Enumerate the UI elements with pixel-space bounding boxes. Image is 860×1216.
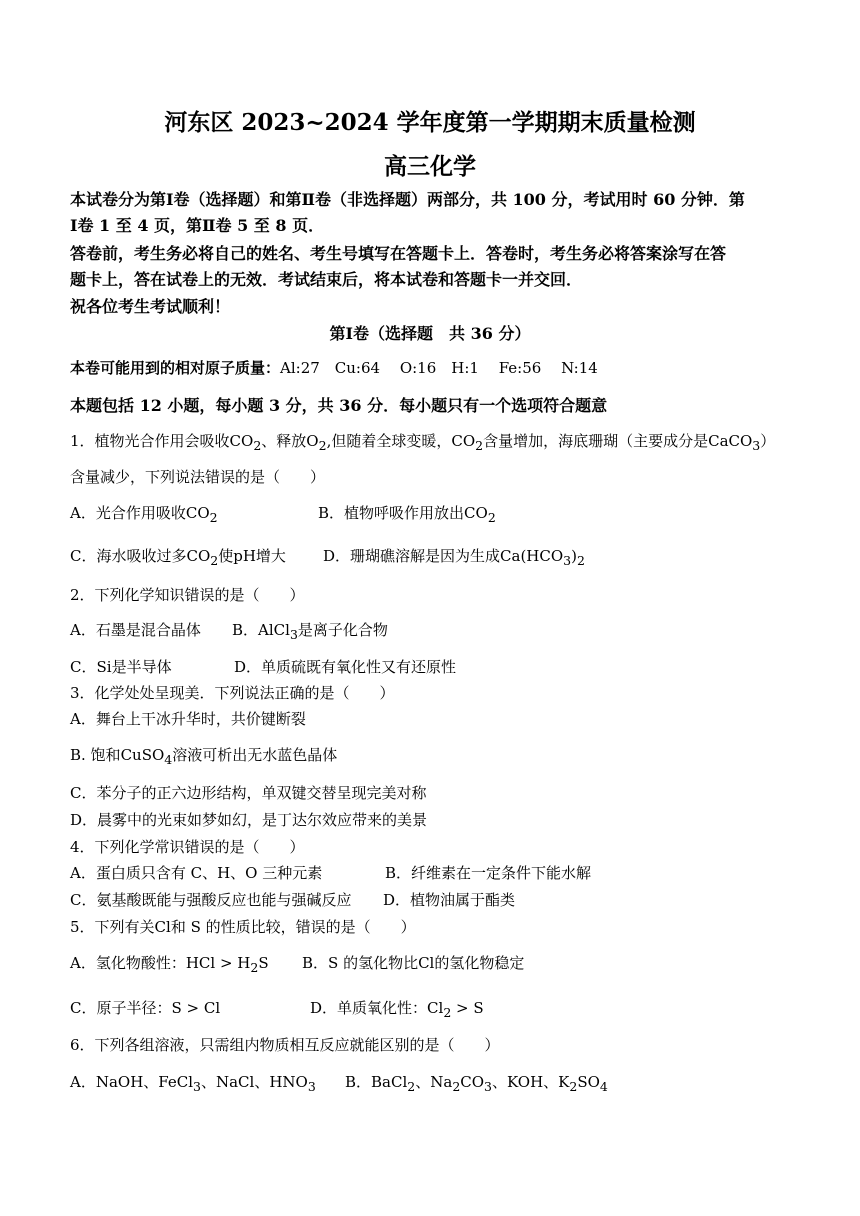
formula-group-b: BaCl$_2$、$Na_2CO_3$、KOH、$K_2SO_4$: [371, 1073, 608, 1094]
q1-option-c: [70, 546, 286, 571]
section-instructions: 本题包括 12 小题，每小题 3 分，共 36 分．每小题只有一个选项符合题意: [70, 396, 608, 415]
q1-stem-part: 、释放: [261, 432, 307, 450]
formula-co2: $CO_2$: [451, 432, 484, 453]
q5-option-b-text: B．S 的氢化物比: [302, 954, 419, 972]
formula-ca-hco3-2: $Ca(HCO_3)_2$: [500, 547, 585, 568]
q1-option-b-text: B．植物呼吸作用放出: [318, 504, 465, 522]
q2-option-b: [232, 620, 388, 645]
q5-option-d-text: D．单质氧化性：: [310, 999, 428, 1017]
q1-option-d-text: D．珊瑚礁溶解是因为生成: [323, 547, 501, 565]
atomic-mass-line: [70, 358, 598, 378]
q1-option-a-text: A．光合作用吸收: [70, 504, 186, 522]
q1-stem-part: 含量增加，海底珊瑚（主要成分是: [483, 432, 709, 450]
formula-si: Si: [96, 658, 112, 676]
q5-option-b: [302, 953, 524, 973]
q1-option-c-text: 增大: [255, 547, 286, 565]
exam-title: 河东区 2023~2024 学年度第一学期期末质量检测: [164, 109, 696, 136]
intro-line-2: Ⅰ卷 1 至 4 页，第Ⅱ卷 5 至 8 页．: [70, 216, 325, 235]
q3-option-d: D．晨雾中的光束如梦如幻，是丁达尔效应带来的美景: [70, 811, 428, 829]
formula-cuso4: CuSO$_4$: [120, 746, 173, 767]
q4-option-b: B．纤维素在一定条件下能水解: [385, 864, 592, 882]
q5-option-c-text: C．原子半径：: [70, 999, 172, 1017]
q4-stem: 4．下列化学常识错误的是（ ）: [70, 838, 305, 856]
q5-option-b-text: 的氢化物稳定: [434, 954, 525, 972]
q1-option-b: [318, 503, 496, 528]
q2-option-b-text: 是离子化合物: [297, 621, 388, 639]
intro-line-3: 答卷前，考生务必将自己的姓名、考生号填写在答题卡上．答卷时，考生务必将答案涂写在答: [70, 244, 727, 263]
q2-option-c: [70, 657, 172, 677]
intro-line-5: 祝各位考生考试顺利！: [70, 297, 231, 316]
q5-option-d: [310, 998, 484, 1023]
q6-option-a: [70, 1072, 316, 1097]
q2-option-c-text: C．: [70, 658, 97, 676]
formula-s-gt-cl: S > Cl: [171, 999, 221, 1017]
q1-stem-part: 1．植物光合作用会吸收: [70, 432, 230, 450]
q4-option-d: D．植物油属于酯类: [383, 891, 516, 909]
q1-stem-part: ）: [760, 432, 776, 450]
q2-option-d: D．单质硫既有氧化性又有还原性: [234, 658, 457, 676]
q4-option-c: C．氨基酸既能与强酸反应也能与强碱反应: [70, 891, 352, 909]
q5-option-c: [70, 998, 220, 1018]
q1-stem-part: ,但随着全球变暖，: [326, 432, 452, 450]
atomic-mass-label: 本卷可能用到的相对原子质量：: [70, 359, 281, 377]
atomic-mass-values: Al:27 Cu:64 O:16 H:1 Fe:56 N:14: [280, 359, 598, 377]
q5-option-a-text: A．氢化物酸性：: [70, 954, 186, 972]
q5-stem-text: 5．下列有关: [70, 918, 155, 936]
formula-co2: $CO_2$: [229, 432, 262, 453]
q6-option-a-text: A．: [70, 1073, 96, 1091]
q1-stem: [70, 431, 775, 456]
formula-hcl-gt-h2s: HCl > $H_2S$: [185, 954, 269, 975]
q3-option-c: C．苯分子的正六边形结构，单双键交替呈现完美对称: [70, 784, 427, 802]
formula-ph: pH: [233, 547, 256, 565]
formula-cl: Cl: [418, 954, 435, 972]
q5-stem-text: 和 S 的性质比较，错误的是（ ）: [170, 918, 416, 936]
q5-stem: [70, 917, 416, 937]
q1-option-d: [323, 546, 585, 571]
formula-co2: $CO_2$: [186, 547, 219, 568]
q3-stem: 3．化学处处呈现美．下列说法正确的是（ ）: [70, 684, 395, 702]
section-heading: 第Ⅰ卷（选择题 共 36 分）: [329, 324, 531, 343]
q1-option-a: [70, 503, 218, 528]
formula-caco3: CaCO$_3$: [708, 432, 761, 453]
formula-cl2-gt-s: $Cl_2 > S$: [427, 999, 484, 1020]
q6-option-b: [345, 1072, 608, 1097]
q1-option-c-text: C．海水吸收过多: [70, 547, 187, 565]
q6-option-b-text: B．: [345, 1073, 372, 1091]
q3-option-b-text: 溶液可析出无水蓝色晶体: [172, 746, 338, 764]
formula-alcl3: AlCl$_3$: [258, 621, 298, 642]
q1-stem-line2: 含量减少，下列说法错误的是（ ）: [70, 468, 326, 486]
intro-line-1: 本试卷分为第Ⅰ卷（选择题）和第Ⅱ卷（非选择题）两部分，共 100 分，考试用时 60 分钟．第: [70, 190, 745, 209]
exam-subject: 高三化学: [384, 153, 476, 180]
q4-option-a: A．蛋白质只含有 C、H、O 三种元素: [70, 864, 323, 882]
q5-option-a: [70, 953, 269, 978]
q2-option-b-text: B．: [232, 621, 259, 639]
q1-option-c-text: 使: [218, 547, 234, 565]
formula-group-a: NaOH、FeCl$_3$、NaCl、$HNO_3$: [95, 1073, 316, 1094]
q2-stem: 2．下列化学知识错误的是（ ）: [70, 586, 305, 604]
q2-option-a: A．石墨是混合晶体: [70, 621, 201, 639]
q3-option-b-text: B. 饱和: [70, 746, 121, 764]
formula-co2: $CO_2$: [185, 504, 218, 525]
q3-option-a: A．舞台上干冰升华时，共价键断裂: [70, 710, 306, 728]
q6-stem: 6．下列各组溶液，只需组内物质相互反应就能区别的是（ ）: [70, 1036, 500, 1054]
formula-o2: $O_2$: [306, 432, 327, 453]
intro-line-4: 题卡上，答在试卷上的无效．考试结束后，将本试卷和答题卡一并交回．: [70, 270, 583, 289]
formula-cl: Cl: [154, 918, 171, 936]
q3-option-b: [70, 745, 337, 770]
q2-option-c-text: 是半导体: [111, 658, 172, 676]
formula-co2: $CO_2$: [464, 504, 496, 525]
